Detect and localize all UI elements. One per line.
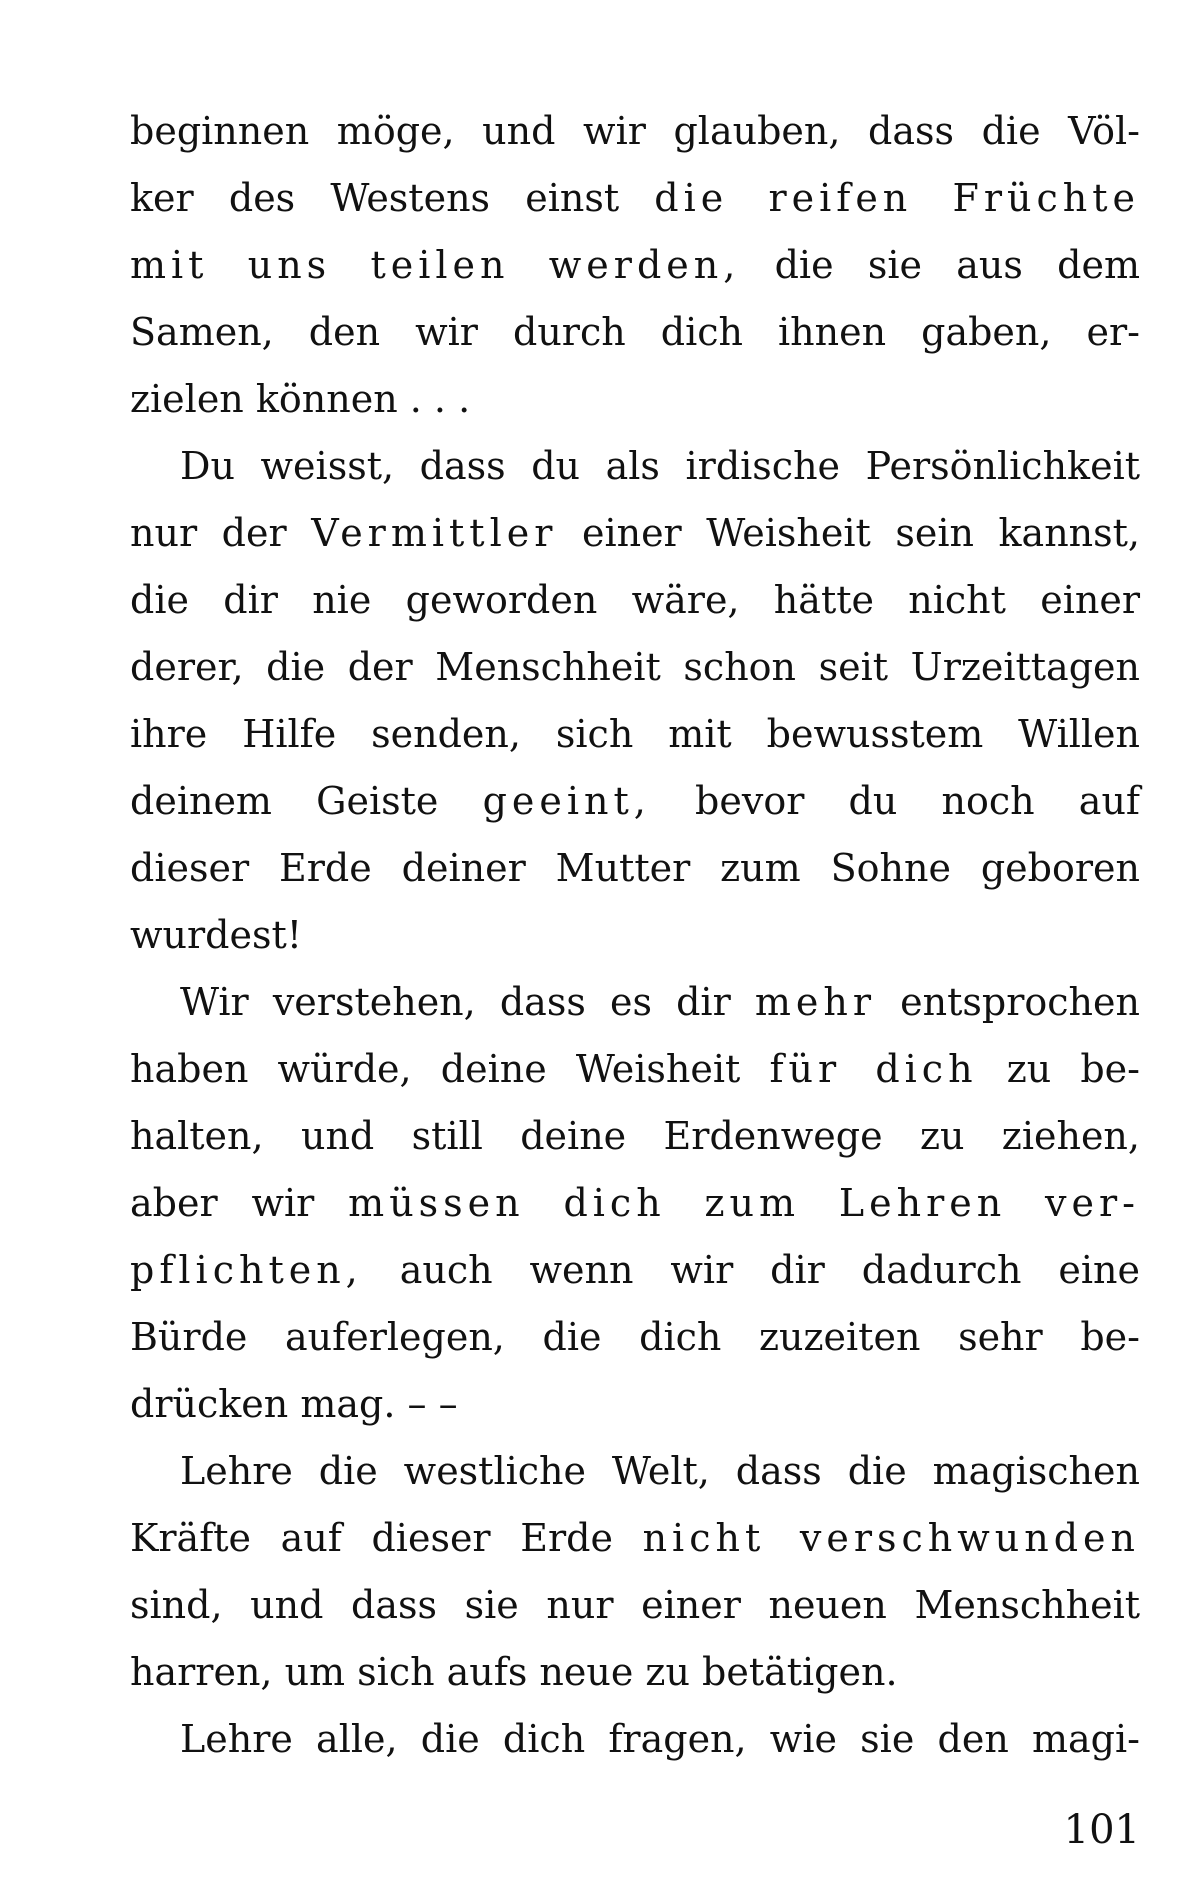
spaced-emphasis-text: die reifen Früchte bbox=[654, 176, 1140, 220]
text-line bbox=[130, 1706, 1140, 1773]
text-line bbox=[130, 299, 1140, 366]
text-run: haben würde, deine Weisheit bbox=[130, 1047, 770, 1091]
text-run: Lehre alle, die dich fragen, wie sie den magi- bbox=[180, 1717, 1140, 1761]
text-line bbox=[130, 500, 1140, 567]
text-line bbox=[130, 1036, 1140, 1103]
text-run: entsprochen bbox=[876, 980, 1140, 1024]
text-line bbox=[130, 835, 1140, 902]
text-line bbox=[130, 969, 1140, 1036]
text-run: dieser Erde deiner Mutter zum Sohne geboren bbox=[130, 846, 1140, 890]
text-run: wurdest! bbox=[130, 913, 303, 957]
text-line bbox=[130, 1438, 1140, 1505]
text-line bbox=[130, 366, 1140, 433]
text-line bbox=[130, 232, 1140, 299]
text-line bbox=[130, 1304, 1140, 1371]
text-run: drücken mag. – – bbox=[130, 1382, 458, 1426]
text-run: die dir nie geworden wäre, hätte nicht einer bbox=[130, 578, 1140, 622]
book-page-text bbox=[130, 98, 1140, 1773]
spaced-emphasis-text: mit uns teilen werden, bbox=[130, 243, 741, 287]
text-run: zu be- bbox=[977, 1047, 1140, 1091]
text-run: harren, um sich aufs neue zu betätigen. bbox=[130, 1650, 898, 1694]
text-line bbox=[130, 902, 1140, 969]
text-run: Du weisst, dass du als irdische Persönlichkeit bbox=[180, 444, 1140, 488]
spaced-emphasis-text: Vermittler bbox=[311, 511, 558, 555]
text-run: nur der bbox=[130, 511, 312, 555]
text-line bbox=[130, 567, 1140, 634]
text-run: Bürde auferlegen, die dich zuzeiten sehr be- bbox=[130, 1315, 1140, 1359]
text-run: Lehre die westliche Welt, dass die magischen bbox=[180, 1449, 1140, 1493]
text-run: sind, und dass sie nur einer neuen Menschheit bbox=[130, 1583, 1140, 1627]
text-line bbox=[130, 1170, 1140, 1237]
text-run: ker des Westens einst bbox=[130, 176, 655, 220]
text-line bbox=[130, 634, 1140, 701]
spaced-emphasis-text: nicht verschwunden bbox=[642, 1516, 1140, 1560]
text-run: beginnen möge, und wir glauben, dass die Völ- bbox=[130, 109, 1140, 153]
text-line bbox=[130, 98, 1140, 165]
text-line bbox=[130, 701, 1140, 768]
text-run: aber wir bbox=[130, 1181, 349, 1225]
text-run: einer Weisheit sein kannst, bbox=[557, 511, 1141, 555]
text-run: bevor du noch auf bbox=[650, 779, 1140, 823]
text-run: zielen können . . . bbox=[130, 377, 471, 421]
text-line bbox=[130, 1639, 1140, 1706]
spaced-emphasis-text: für dich bbox=[769, 1047, 978, 1091]
text-line bbox=[130, 768, 1140, 835]
text-line bbox=[130, 1505, 1140, 1572]
text-line bbox=[130, 433, 1140, 500]
text-line bbox=[130, 1103, 1140, 1170]
text-run: die sie aus dem bbox=[740, 243, 1141, 287]
text-line bbox=[130, 165, 1140, 232]
text-run: Wir verstehen, dass es dir bbox=[180, 980, 755, 1024]
spaced-emphasis-text: müssen dich zum Lehren ver- bbox=[348, 1181, 1140, 1225]
text-run: derer, die der Menschheit schon seit Urzeittagen bbox=[130, 645, 1140, 689]
text-run: halten, und still deine Erdenwege zu ziehen, bbox=[130, 1114, 1140, 1158]
spaced-emphasis-text: pflichten, bbox=[130, 1248, 363, 1292]
text-run: Samen, den wir durch dich ihnen gaben, er- bbox=[130, 310, 1140, 354]
text-line bbox=[130, 1572, 1140, 1639]
text-line bbox=[130, 1237, 1140, 1304]
text-run: ihre Hilfe senden, sich mit bewusstem Willen bbox=[130, 712, 1140, 756]
page-number: 101 bbox=[1063, 1807, 1140, 1853]
text-line bbox=[130, 1371, 1140, 1438]
text-run: auch wenn wir dir dadurch eine bbox=[362, 1248, 1140, 1292]
spaced-emphasis-text: geeint, bbox=[482, 779, 651, 823]
text-run: deinem Geiste bbox=[130, 779, 483, 823]
spaced-emphasis-text: mehr bbox=[754, 980, 877, 1024]
text-run: Kräfte auf dieser Erde bbox=[130, 1516, 643, 1560]
